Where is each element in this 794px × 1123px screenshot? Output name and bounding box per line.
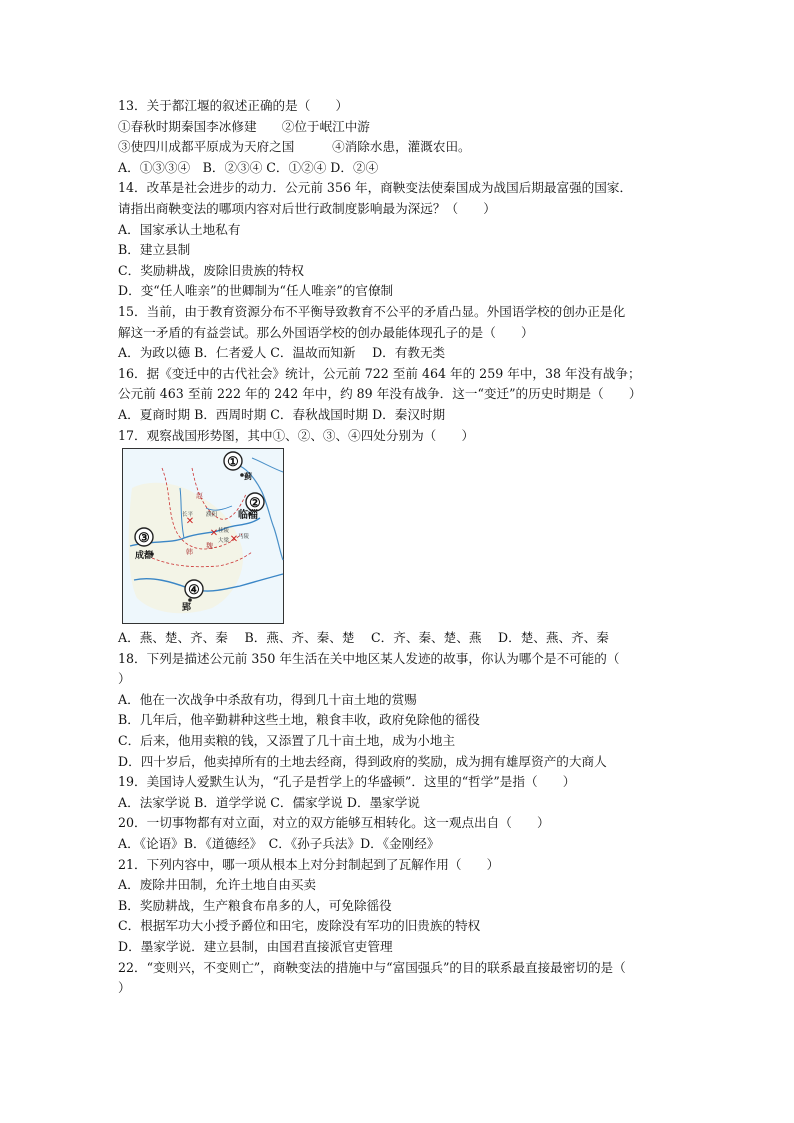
label-daliang: 大梁 bbox=[218, 538, 230, 545]
text-line: A．夏商时期 B．西周时期 C．春秋战国时期 D．秦汉时期 bbox=[118, 406, 446, 422]
battle-mark: ✕ bbox=[185, 516, 195, 528]
label-chengdu: 成都 bbox=[135, 551, 154, 562]
text-line: 21．下列内容中，哪一项从根本上对分封制起到了瓦解作用（ ） bbox=[118, 856, 500, 872]
text-line: 19．美国诗人爱默生认为，“孔子是哲学上的华盛顿”．这里的“哲学”是指（ ） bbox=[118, 774, 576, 790]
text-line: A．废除井田制，允许土地自由买卖 bbox=[118, 877, 317, 893]
svg-text:④: ④ bbox=[188, 583, 200, 599]
text-line: D．变“任人唯亲”的世卿制为“任人唯亲”的官僚制 bbox=[118, 283, 394, 299]
text-line: 公元前 463 至前 222 年的 242 年中，约 89 年没有战争．这一“变迁”的历史时期是（ ） bbox=[118, 386, 642, 402]
marker-3 bbox=[135, 528, 153, 546]
text-line: 17．观察战国形势图，其中①、②、③、④四处分别为（ ） bbox=[118, 427, 475, 443]
label-maling: 马陵 bbox=[238, 534, 250, 541]
label-linzi: 临淄 bbox=[238, 510, 258, 522]
text-line: 请指出商鞅变法的哪项内容对后世行政制度影响最为深远？（ ） bbox=[118, 200, 496, 216]
text-line: C．奖励耕战，废除旧贵族的特权 bbox=[118, 262, 304, 278]
text-line: C．后来，他用卖粮的钱，又添置了几十亩土地，成为小地主 bbox=[118, 733, 456, 749]
text-line: 20．一切事物都有对立面，对立的双方能够互相转化。这一观点出自（ ） bbox=[118, 815, 550, 831]
questions-17-22 bbox=[118, 628, 678, 999]
text-line: B．几年后，他辛勤耕种这些土地，粮食丰收，政府免除他的徭役 bbox=[118, 712, 480, 728]
label-guiling: 桂陵 bbox=[218, 528, 230, 535]
questions-13-17 bbox=[118, 96, 678, 446]
text-line: 15．当前，由于教育资源分布不平衡导致教育不公平的矛盾凸显。外国语学校的创办正是化 bbox=[118, 303, 626, 319]
label-puyang: 濮阳 bbox=[206, 512, 218, 519]
marker-1 bbox=[224, 452, 242, 470]
text-line: 22．“变则兴，不变则亡”，商鞅变法的措施中与“富国强兵”的目的联系最直接最密切的是（ bbox=[118, 959, 626, 975]
marker-4 bbox=[185, 580, 203, 598]
text-line: A．燕、楚、齐、秦 B．燕、齐、秦、楚 C．齐、秦、楚、燕 D．楚、燕、齐、秦 bbox=[118, 630, 609, 646]
label-changping: 长平 bbox=[182, 512, 194, 519]
text-line: A．国家承认土地私有 bbox=[118, 221, 241, 237]
map-figure bbox=[122, 448, 284, 624]
text-line: D．墨家学说．建立县制，由国君直接派官吏管理 bbox=[118, 939, 393, 954]
text-line: ） bbox=[118, 980, 131, 996]
battle-mark: ✕ bbox=[209, 528, 219, 540]
text-line: 16．据《变迁中的古代社会》统计，公元前 722 至前 464 年的 259 年中，38 年没有战争； bbox=[118, 365, 641, 381]
text-line: B．奖励耕战，生产粮食布帛多的人，可免除徭役 bbox=[118, 897, 392, 913]
label-ying: 郢 bbox=[182, 603, 192, 614]
text-line: 解这一矛盾的有益尝试。那么外国语学校的创办最能体现孔子的是（ ） bbox=[118, 324, 534, 340]
marker-2 bbox=[246, 493, 264, 511]
text-line: A．他在一次战争中杀敌有功，得到几十亩土地的赏赐 bbox=[118, 691, 417, 707]
text-line: D．四十岁后，他卖掉所有的土地去经商，得到政府的奖励，成为拥有雄厚资产的大商人 bbox=[118, 753, 607, 769]
question-page bbox=[118, 96, 678, 999]
text-line: A．为政以德 B．仁者爱人 C．温故而知新 D．有教无类 bbox=[118, 345, 446, 361]
text-line: A．《论语》B．《道德经》 C．《孙子兵法》D．《金刚经》 bbox=[118, 836, 440, 852]
text-line: B．建立县制 bbox=[118, 242, 191, 258]
text-line: 14．改革是社会进步的动力．公元前 356 年，商鞅变法使秦国成为战国后期最富强的国家． bbox=[118, 180, 633, 196]
text-line: ①春秋时期秦国李冰修建 ②位于岷江中游 bbox=[118, 118, 370, 134]
svg-text:①: ① bbox=[227, 455, 239, 471]
label-wei: 魏 bbox=[206, 542, 213, 551]
text-line: 13．关于都江堰的叙述正确的是（ ） bbox=[118, 98, 349, 113]
text-line: A．法家学说 B．道学学说 C．儒家学说 D．墨家学说 bbox=[118, 794, 420, 810]
battle-mark: ✕ bbox=[229, 534, 239, 546]
label-han: 韩 bbox=[186, 548, 193, 557]
text-line: 18．下列是描述公元前 350 年生活在关中地区某人发迹的故事，你认为哪个是不可能的（ bbox=[118, 650, 620, 666]
warring-states-map bbox=[122, 448, 284, 624]
text-line: ③使四川成都平原成为天府之国 ④消除水患，灌溉农田。 bbox=[118, 139, 471, 155]
text-line: A．①③③④ B．②③④ C．①②④ D．②④ bbox=[118, 159, 379, 175]
label-zhao: 赵 bbox=[196, 492, 203, 501]
text-line: ） bbox=[118, 671, 131, 687]
city-dot bbox=[188, 598, 192, 602]
svg-text:②: ② bbox=[249, 496, 261, 512]
text-line: C．根据军功大小授予爵位和田宅，废除没有军功的旧贵族的特权 bbox=[118, 918, 481, 934]
label-ji: 蓟 bbox=[244, 471, 252, 482]
svg-text:③: ③ bbox=[138, 531, 150, 547]
